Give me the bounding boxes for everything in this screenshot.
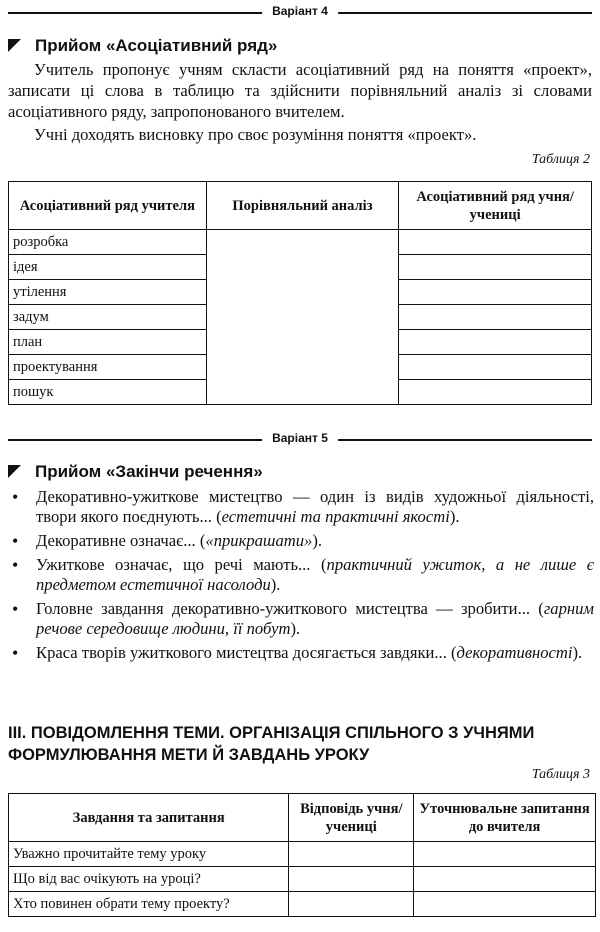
question-cell xyxy=(414,842,596,867)
table-2-cell: проектування xyxy=(9,355,207,380)
answer-text: гарним речове середовище людини, її побут xyxy=(36,599,594,638)
sentence-list xyxy=(8,487,594,667)
variant-4-text xyxy=(8,59,592,145)
table-2-header: Асоціативний ряд учня/учениці xyxy=(399,182,592,230)
table-3-cell: Що від вас очікують на уроці? xyxy=(9,867,289,892)
list-item: • Краса творів ужиткового мистецтва досягається завдяки... (декоративності). xyxy=(8,643,594,663)
section-3-title: III. ПОВІДОМЛЕННЯ ТЕМИ. ОРГАНІЗАЦІЯ СПІЛЬНОГО З УЧНЯМИ ФОРМУЛЮВАННЯ МЕТИ Й ЗАВДАНЬ УРОКУ xyxy=(8,724,535,764)
list-item: • Головне завдання декоративно-ужиткового мистецтва — зробити... (гарним речове середовище людини, її побут). xyxy=(8,599,594,639)
list-item: • Декоративно-ужиткове мистецтво — один із видів художньої діяльності, твори якого поєднують... (естетичні та практичні якості). xyxy=(8,487,594,527)
student-cell xyxy=(399,280,592,305)
comparison-cell xyxy=(206,230,399,405)
table-3-header: Відповідь учня/учениці xyxy=(289,794,414,842)
table-2-cell: ідея xyxy=(9,255,207,280)
table-3-cell: Уважно прочитайте тему уроку xyxy=(9,842,289,867)
student-cell xyxy=(399,255,592,280)
variant-5-divider xyxy=(8,432,592,446)
answer-cell xyxy=(289,842,414,867)
answer-cell xyxy=(289,867,414,892)
table-2-cell: план xyxy=(9,330,207,355)
table-3-cell: Хто повинен обрати тему проекту? xyxy=(9,892,289,917)
table-2-cell: розробка xyxy=(9,230,207,255)
variant-4-label: Варіант 4 xyxy=(262,4,338,18)
variant-5-heading-text: Прийом «Закінчи речення» xyxy=(35,462,263,481)
list-item: • Ужиткове означає, що речі мають... (практичний ужиток, а не лише є предметом естетичної насолоди). xyxy=(8,555,594,595)
table-2-cell: пошук xyxy=(9,380,207,405)
paragraph: Учні доходять висновку про своє розуміння поняття «проект». xyxy=(34,125,477,144)
answer-text: «прикрашати» xyxy=(205,531,313,550)
table-3-header: Завдання та запитання xyxy=(9,794,289,842)
student-cell xyxy=(399,330,592,355)
student-cell xyxy=(399,230,592,255)
variant-4-heading xyxy=(8,36,277,56)
variant-4-divider xyxy=(8,5,592,19)
triangle-marker-icon xyxy=(8,39,21,52)
table-2-caption: Таблиця 2 xyxy=(531,152,590,167)
paragraph: Учитель пропонує учням скласти асоціативний ряд на поняття «проект», записати ці слова в таблицю та здійснити порівняльний аналіз зі словами асоціативного ряду, запропонованого вчителем. xyxy=(8,60,592,121)
list-item: • Декоративне означає... («прикрашати»). xyxy=(8,531,594,551)
variant-5-heading xyxy=(8,462,263,482)
answer-text: декоративності xyxy=(456,643,573,662)
table-2-header: Асоціативний ряд учителя xyxy=(9,182,207,230)
answer-text: практичний ужиток, а не лише є предметом естетичної насолоди xyxy=(36,555,594,594)
student-cell xyxy=(399,305,592,330)
answer-cell xyxy=(289,892,414,917)
table-2-cell: утілення xyxy=(9,280,207,305)
variant-5-label: Варіант 5 xyxy=(262,431,338,445)
table-2 xyxy=(8,181,592,405)
variant-4-heading-text: Прийом «Асоціативний ряд» xyxy=(35,36,278,55)
answer-text: естетичні та практичні якості xyxy=(221,507,450,526)
student-cell xyxy=(399,380,592,405)
table-3-header: Уточнювальне запитання до вчителя xyxy=(414,794,596,842)
table-2-cell: задум xyxy=(9,305,207,330)
question-cell xyxy=(414,867,596,892)
student-cell xyxy=(399,355,592,380)
table-3 xyxy=(8,793,596,917)
triangle-marker-icon xyxy=(8,465,21,478)
question-cell xyxy=(414,892,596,917)
table-3-caption: Таблиця 3 xyxy=(531,767,590,782)
table-2-header: Порівняльний аналіз xyxy=(206,182,399,230)
